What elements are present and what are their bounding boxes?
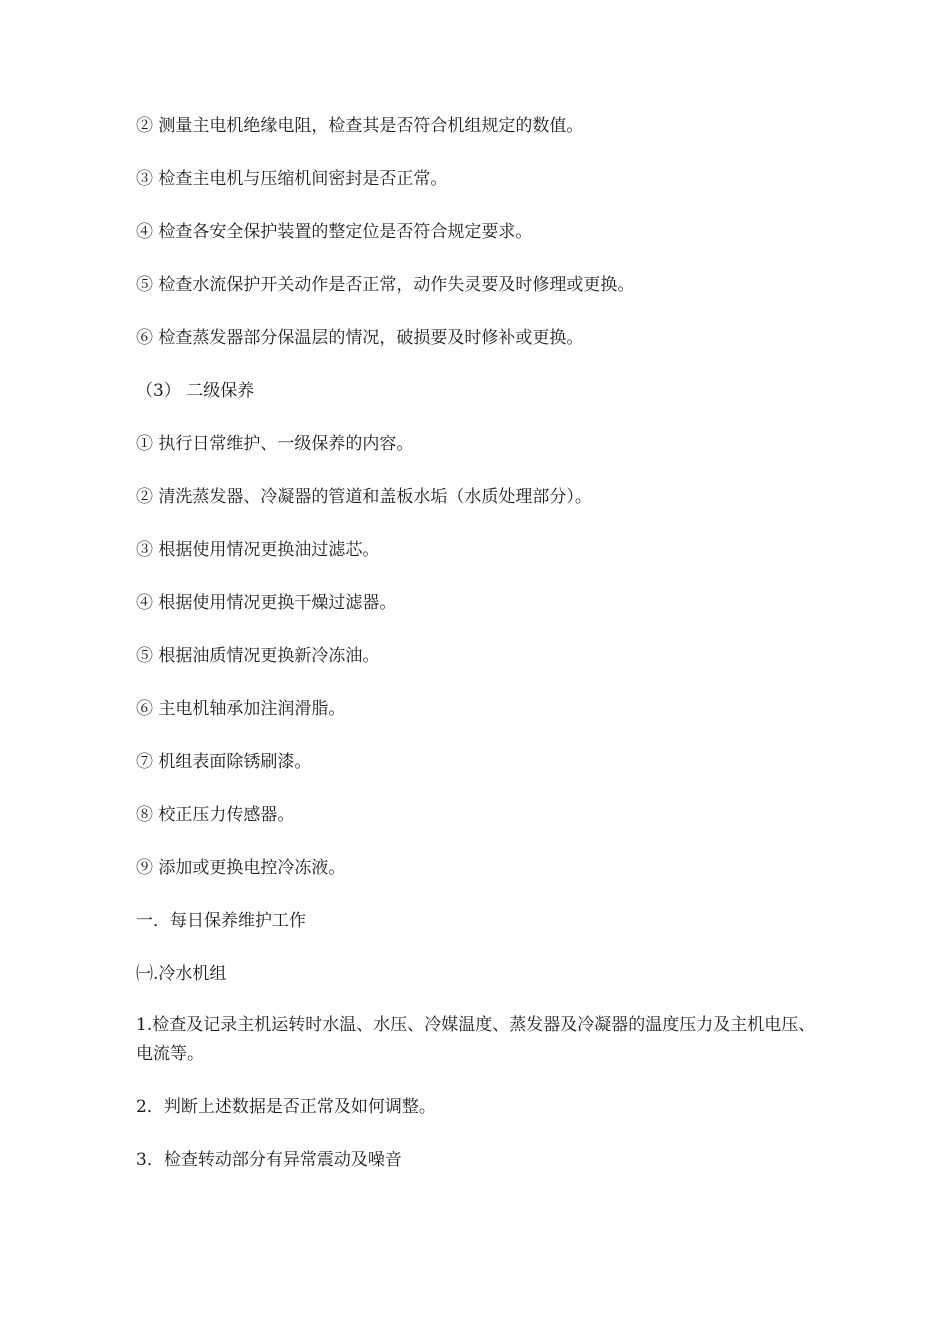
- maintenance-item-flow-switch: ⑤ 检查水流保护开关动作是否正常，动作失灵要及时修理或更换。: [136, 275, 635, 295]
- maintenance-item-safety-devices: ④ 检查各安全保护装置的整定位是否符合规定要求。: [136, 222, 533, 242]
- maintenance-item-motor-insulation: ② 测量主电机绝缘电阻，检查其是否符合机组规定的数值。: [136, 116, 584, 136]
- daily-item-judge-data: 2．判断上述数据是否正常及如何调整。: [136, 1097, 436, 1117]
- maintenance-item-evaporator-insulation: ⑥ 检查蒸发器部分保温层的情况，破损要及时修补或更换。: [136, 328, 584, 348]
- daily-item-record-readings: 1.检查及记录主机运转时水温、水压、冷媒温度、蒸发器及冷凝器的温度压力及主机电压、电流等。: [136, 1015, 816, 1064]
- document-body: [136, 111, 826, 1175]
- maintenance-item-oil-filter: ③ 根据使用情况更换油过滤芯。: [136, 540, 380, 560]
- maintenance-item-coolant: ⑨ 添加或更换电控冷冻液。: [136, 858, 346, 878]
- maintenance-item-refrigerant-oil: ⑤ 根据油质情况更换新冷冻油。: [136, 646, 380, 666]
- section-heading-daily-maintenance: 一．每日保养维护工作: [136, 911, 306, 931]
- subsection-heading-chiller: ㈠.冷水机组: [136, 964, 227, 984]
- maintenance-item-dryer-filter: ④ 根据使用情况更换干燥过滤器。: [136, 593, 397, 613]
- maintenance-item-bearing-grease: ⑥ 主电机轴承加注润滑脂。: [136, 699, 346, 719]
- maintenance-item-rust-paint: ⑦ 机组表面除锈刷漆。: [136, 752, 312, 772]
- daily-item-check-vibration: 3．检查转动部分有异常震动及噪音: [136, 1150, 402, 1170]
- section-heading-secondary-maintenance: （3） 二级保养: [136, 381, 255, 401]
- maintenance-item-motor-seal: ③ 检查主电机与压缩机间密封是否正常。: [136, 169, 448, 189]
- maintenance-item-clean-scale: ② 清洗蒸发器、冷凝器的管道和盖板水垢（水质处理部分）。: [136, 487, 592, 507]
- maintenance-item-pressure-sensor: ⑧ 校正压力传感器。: [136, 805, 295, 825]
- maintenance-item-daily-tasks: ① 执行日常维护、一级保养的内容。: [136, 434, 414, 454]
